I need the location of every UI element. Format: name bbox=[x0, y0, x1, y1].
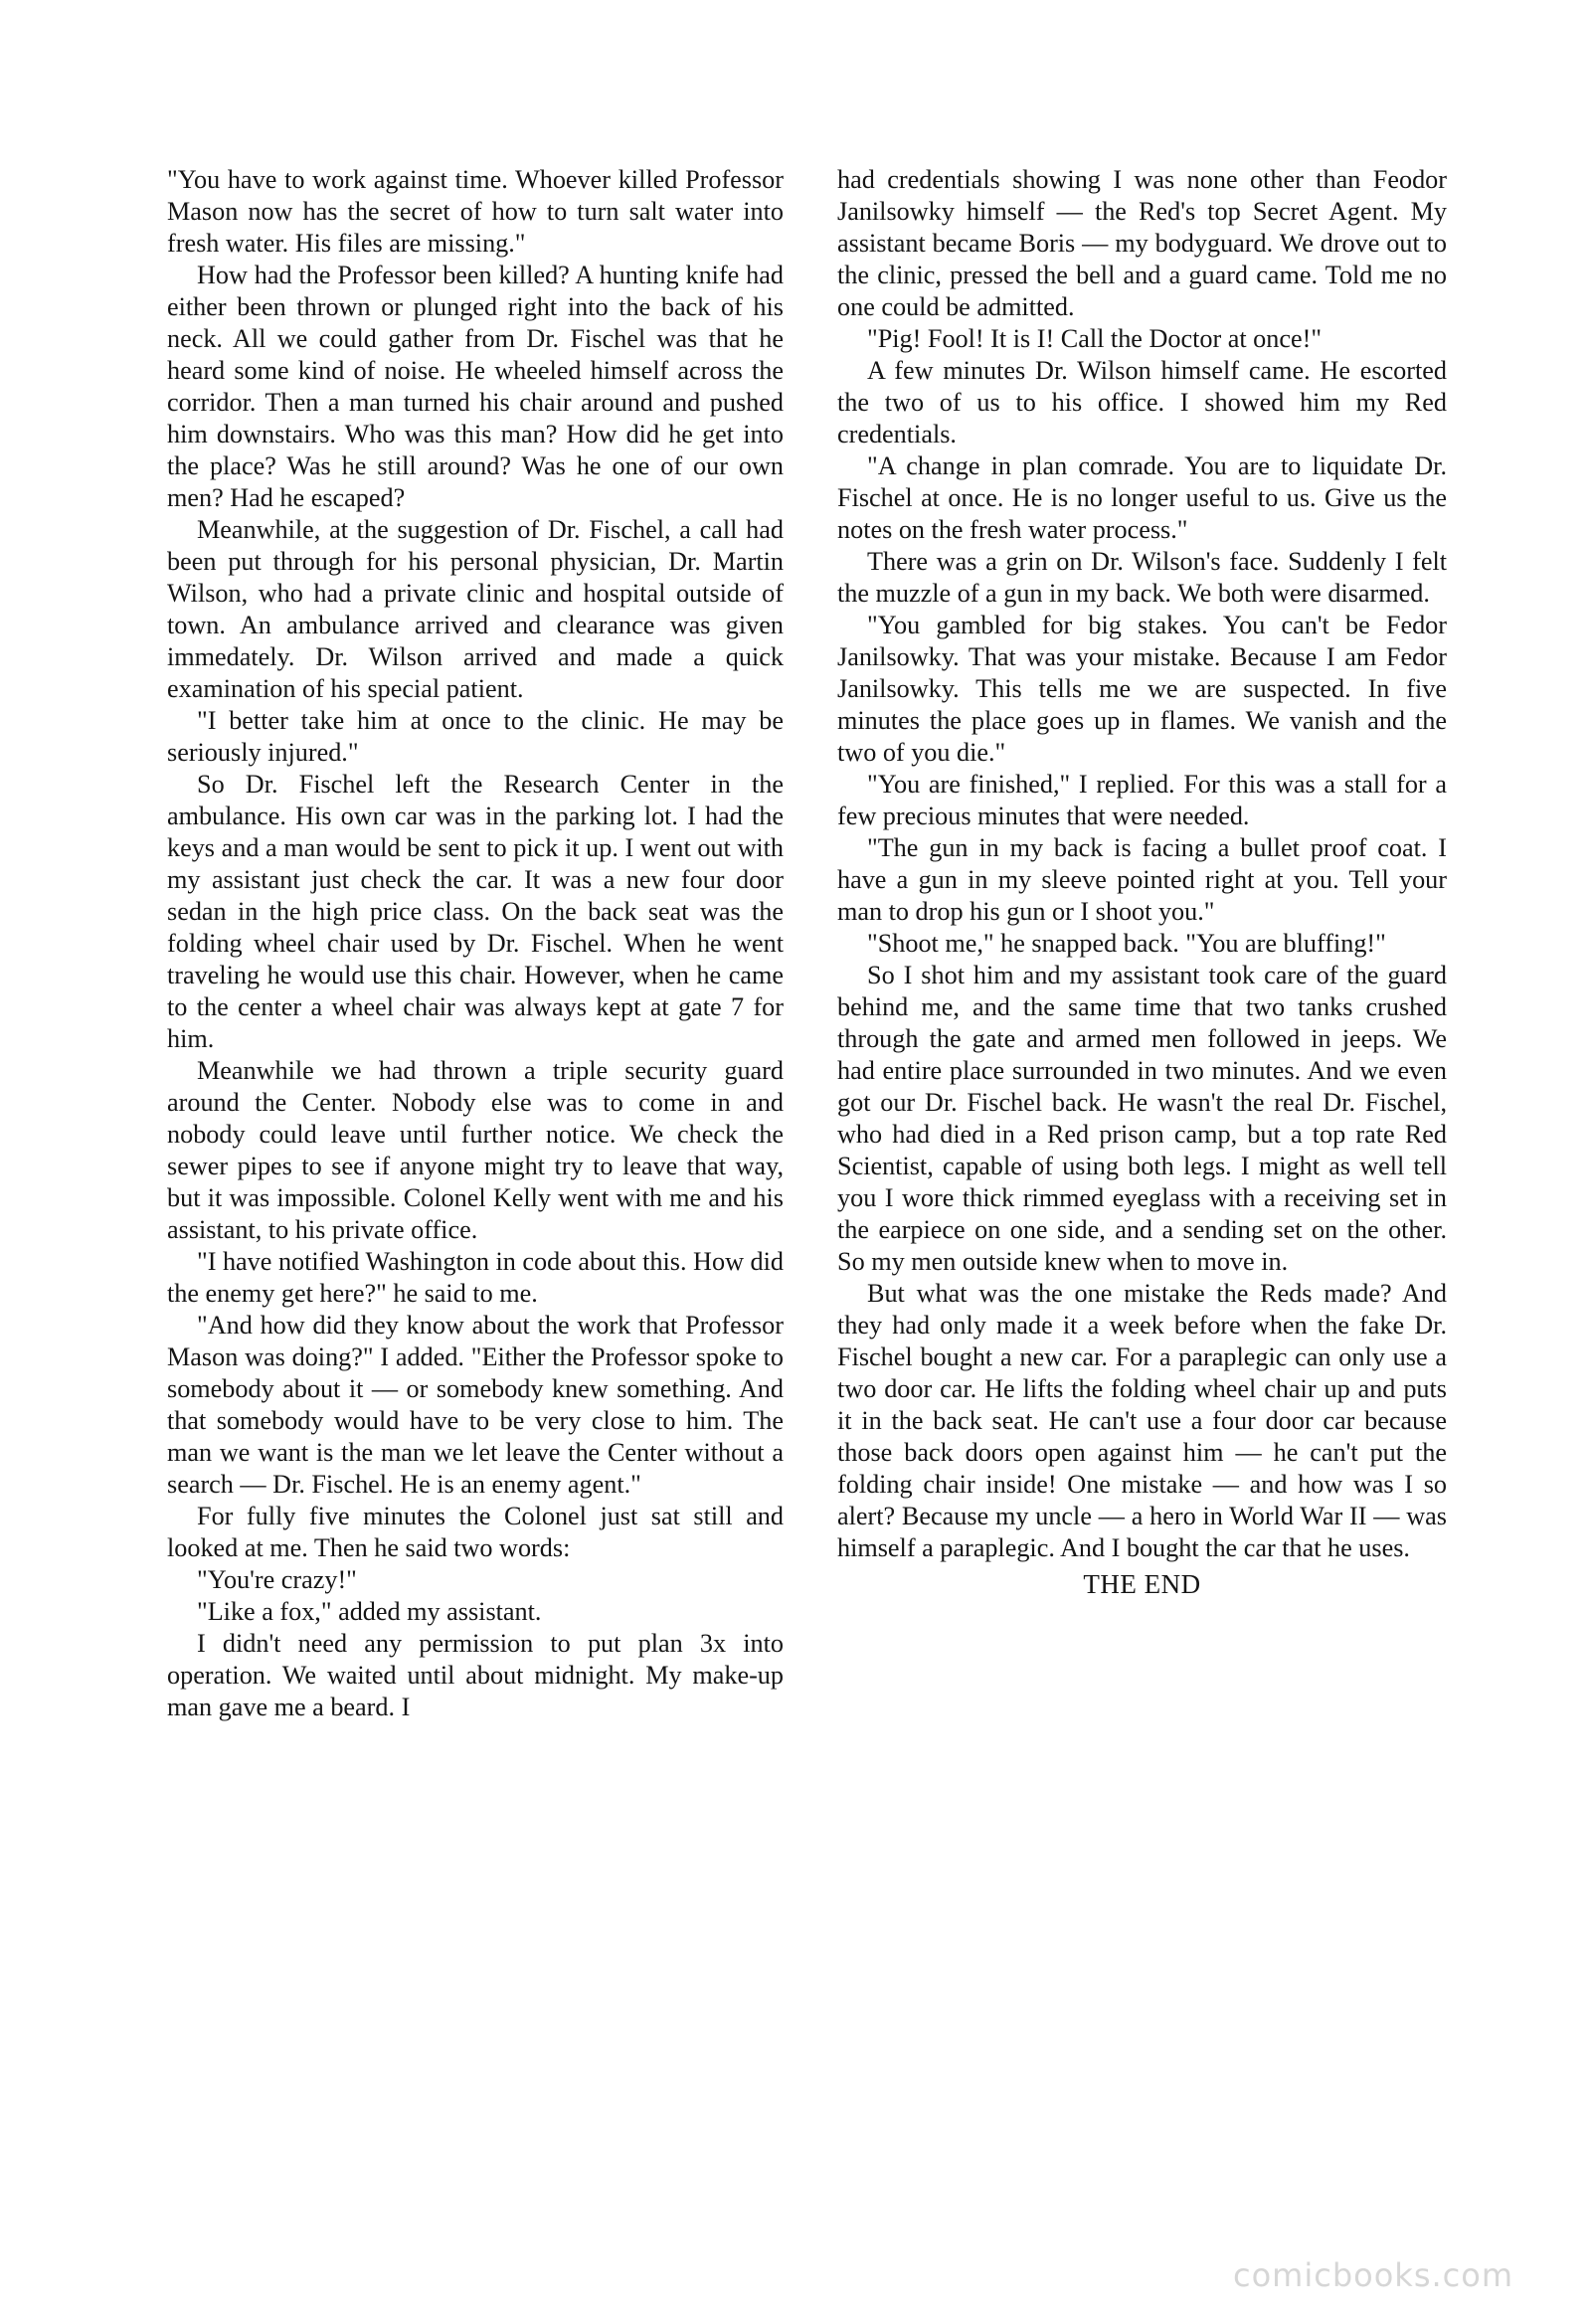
paragraph: Meanwhile we had thrown a triple security guard around the Center. Nobody else was to come in and nobody could leave until further notice. We check the sewer pipes to see if anyone might try to leave that way, but it was impossible. Colonel Kelly went with me and his assistant, to his private office. bbox=[167, 1056, 784, 1244]
left-text-column bbox=[167, 164, 784, 1723]
paragraph: "You are finished," I replied. For this was a stall for a few precious minutes that were needed. bbox=[837, 770, 1447, 830]
paragraph: "You're crazy!" bbox=[197, 1565, 357, 1594]
paragraph: "A change in plan comrade. You are to liquidate Dr. Fischel at once. He is no longer useful to us. Give us the notes on the fresh water process." bbox=[837, 451, 1447, 544]
paragraph: A few minutes Dr. Wilson himself came. He escorted the two of us to his office. I showed him my Red credentials. bbox=[837, 356, 1447, 448]
the-end-label: THE END bbox=[1083, 1569, 1201, 1599]
paragraph: Meanwhile, at the suggestion of Dr. Fischel, a call had been put through for his personal physician, Dr. Martin Wilson, who had a private clinic and hospital outside of town. An ambulance arrived and clearance was given immedately. Dr. Wilson arrived and made a quick examination of his special patient. bbox=[167, 515, 784, 703]
site-watermark: comicbooks.com bbox=[1232, 2256, 1513, 2294]
paragraph: "The gun in my back is facing a bullet proof coat. I have a gun in my sleeve pointed right at you. Tell your man to drop his gun or I shoot you." bbox=[837, 833, 1447, 926]
paragraph: "And how did they know about the work that Professor Mason was doing?" I added. "Either the Professor spoke to somebody about it — or somebody knew something. And that somebody would have to be very close to him. The man we want is the man we let leave the Center without a search — Dr. Fischel. He is an enemy agent." bbox=[167, 1311, 784, 1499]
right-text-column bbox=[837, 164, 1447, 1600]
paragraph: There was a grin on Dr. Wilson's face. Suddenly I felt the muzzle of a gun in my back. We both were disarmed. bbox=[837, 547, 1447, 608]
paragraph: "I better take him at once to the clinic. He may be seriously injured." bbox=[167, 706, 784, 767]
paragraph: So I shot him and my assistant took care of the guard behind me, and the same time that two tanks crushed through the gate and armed men followed in jeeps. We had entire place surrounded in two minutes. And we even got our Dr. Fischel back. He wasn't the real Dr. Fischel, who had died in a Red prison camp, but a top rate Red Scientist, capable of using both legs. I might as well tell you I wore thick rimmed eyeglass with a receiving set in the earpiece on one side, and a sending set on the other. So my men outside knew when to move in. bbox=[837, 961, 1447, 1276]
paragraph: So Dr. Fischel left the Research Center in the ambulance. His own car was in the parking lot. I had the keys and a man would be sent to pick it up. I went out with my assistant just check the car. It was a new four door sedan in the high price class. On the back seat was the folding wheel chair used by Dr. Fischel. When he went traveling he would use this chair. However, when he came to the center a wheel chair was always kept at gate 7 for him. bbox=[167, 770, 784, 1053]
paragraph: "You have to work against time. Whoever killed Professor Mason now has the secret of how to turn salt water into fresh water. His files are missing." bbox=[167, 165, 784, 258]
paragraph: For fully five minutes the Colonel just sat still and looked at me. Then he said two words: bbox=[167, 1502, 784, 1562]
paragraph: "Like a fox," added my assistant. bbox=[197, 1597, 542, 1626]
paragraph: "Shoot me," he snapped back. "You are bluffing!" bbox=[867, 929, 1386, 958]
paragraph: But what was the one mistake the Reds made? And they had only made it a week before when the fake Dr. Fischel bought a new car. For a paraplegic can only use a two door car. He lifts the folding wheel chair up and puts it in the back seat. He can't use a four door car because those back doors open against him — he can't put the folding chair inside! One mistake — and how was I so alert? Because my uncle — a hero in World War II — was himself a paraplegic. And I bought the car that he uses. bbox=[837, 1279, 1447, 1562]
paragraph: "Pig! Fool! It is I! Call the Doctor at once!" bbox=[867, 324, 1323, 353]
paragraph: I didn't need any permission to put plan 3x into operation. We waited until about midnight. My make-up man gave me a beard. I bbox=[167, 1629, 784, 1721]
paragraph: How had the Professor been killed? A hunting knife had either been thrown or plunged right into the back of his neck. All we could gather from Dr. Fischel was that he heard some kind of noise. He wheeled himself across the corridor. Then a man turned his chair around and pushed him downstairs. Who was this man? How did he get into the place? Was he still around? Was he one of our own men? Had he escaped? bbox=[167, 261, 784, 512]
paragraph: "I have notified Washington in code about this. How did the enemy get here?" he said to me. bbox=[167, 1247, 784, 1308]
paragraph: had credentials showing I was none other than Feodor Janilsowky himself — the Red's top Secret Agent. My assistant became Boris — my bodyguard. We drove out to the clinic, pressed the bell and a guard came. Told me no one could be admitted. bbox=[837, 165, 1447, 321]
paragraph: "You gambled for big stakes. You can't be Fedor Janilsowky. That was your mistake. Because I am Fedor Janilsowky. This tells me we are suspected. In five minutes the place goes up in flames. We vanish and the two of you die." bbox=[837, 611, 1447, 767]
